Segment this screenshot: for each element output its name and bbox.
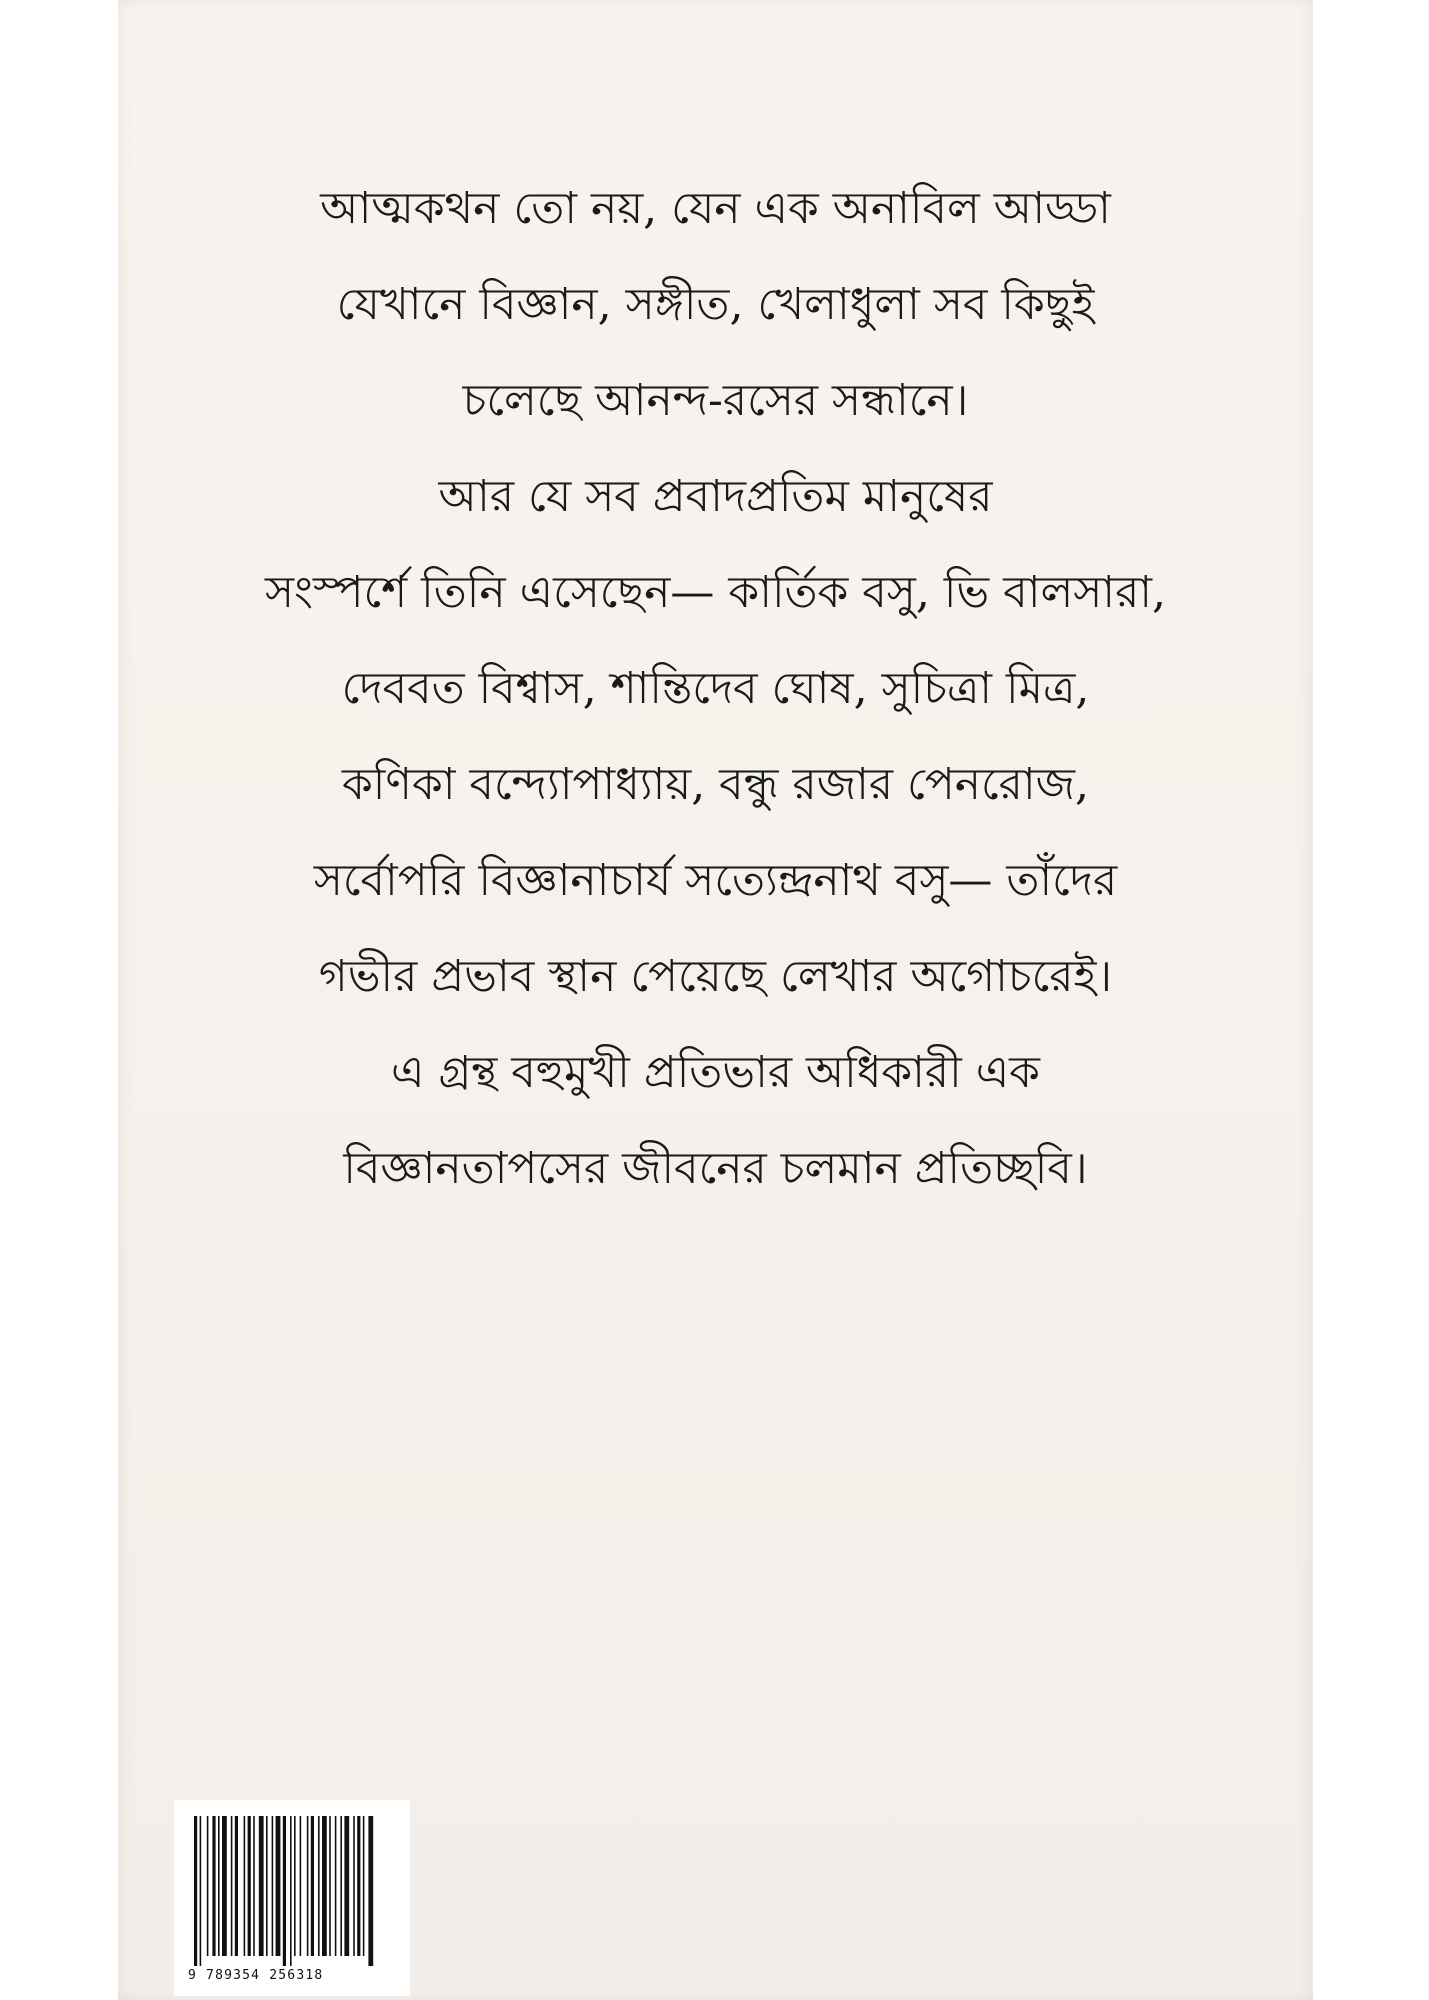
- cover-blurb: [118, 178, 1313, 1234]
- barcode-bar: [335, 1816, 337, 1956]
- barcode-bar: [329, 1816, 331, 1956]
- barcode-bar: [307, 1816, 309, 1956]
- barcode-bar: [368, 1816, 373, 1966]
- barcode-bar: [253, 1816, 255, 1956]
- barcode-bar: [353, 1816, 355, 1956]
- barcode-bar: [272, 1816, 274, 1956]
- barcode-bar: [266, 1816, 268, 1956]
- blurb-line-4: আর যে সব প্রবাদপ্রতিম মানুষের: [438, 471, 993, 522]
- barcode-bar: [290, 1816, 292, 1966]
- barcode-bar: [218, 1816, 220, 1956]
- barcode-digits: 9 789354 256318: [188, 1968, 324, 1983]
- blurb-line-5: সংস্পর্শে তিনি এসেছেন— কার্তিক বসু, ভি বালসারা,: [264, 567, 1167, 618]
- barcode-bar: [322, 1816, 327, 1956]
- barcode-bar: [248, 1816, 251, 1956]
- blurb-line-9: গভীর প্রভাব স্থান পেয়েছে লেখার অগোচরেই।: [318, 951, 1113, 1002]
- barcode-bar: [212, 1816, 215, 1956]
- blurb-line-11: বিজ্ঞানতাপসের জীবনের চলমান প্রতিচ্ছবি।: [343, 1143, 1088, 1194]
- back-cover: [118, 0, 1313, 2000]
- barcode-bar: [231, 1816, 233, 1956]
- barcode-bar: [344, 1816, 349, 1956]
- barcode-bar: [294, 1816, 296, 1956]
- barcode-bar: [276, 1816, 281, 1956]
- barcode-bar: [222, 1816, 227, 1956]
- barcode-bar: [283, 1816, 286, 1966]
- barcode-bar: [318, 1816, 320, 1956]
- blurb-line-1: আত্মকথন তো নয়, যেন এক অনাবিল আড্ডা: [320, 183, 1111, 234]
- blurb-line-3: চলেছে আনন্দ-রসের সন্ধানে।: [462, 375, 969, 426]
- barcode-bar: [340, 1816, 342, 1956]
- barcode-bar: [200, 1816, 202, 1966]
- blurb-line-7: কণিকা বন্দ্যোপাধ্যায়, বন্ধু রজার পেনরোজ,: [341, 759, 1089, 810]
- blurb-line-10: এ গ্রন্থ বহুমুখী প্রতিভার অধিকারী এক: [391, 1047, 1040, 1098]
- barcode-bar: [363, 1816, 365, 1956]
- blurb-line-8: সর্বোপরি বিজ্ঞানাচার্য সত্যেন্দ্রনাথ বসু— তাঁদের: [313, 855, 1118, 906]
- blurb-line-6: দেববত বিশ্বাস, শান্তিদেব ঘোষ, সুচিত্রা মিত্র,: [341, 663, 1090, 714]
- barcode-bar: [207, 1816, 209, 1956]
- barcode-bar: [300, 1816, 302, 1956]
- blurb-line-2: যেখানে বিজ্ঞান, সঙ্গীত, খেলাধুলা সব কিছুই: [336, 279, 1095, 330]
- barcode-bar: [235, 1816, 238, 1956]
- barcode-bar: [311, 1816, 314, 1956]
- barcode-bars-graphic: [194, 1816, 398, 1966]
- isbn-barcode: [174, 1800, 410, 1996]
- barcode-bar: [244, 1816, 246, 1956]
- barcode-bar: [194, 1816, 197, 1966]
- barcode-bar: [357, 1816, 360, 1956]
- barcode-bar: [259, 1816, 264, 1956]
